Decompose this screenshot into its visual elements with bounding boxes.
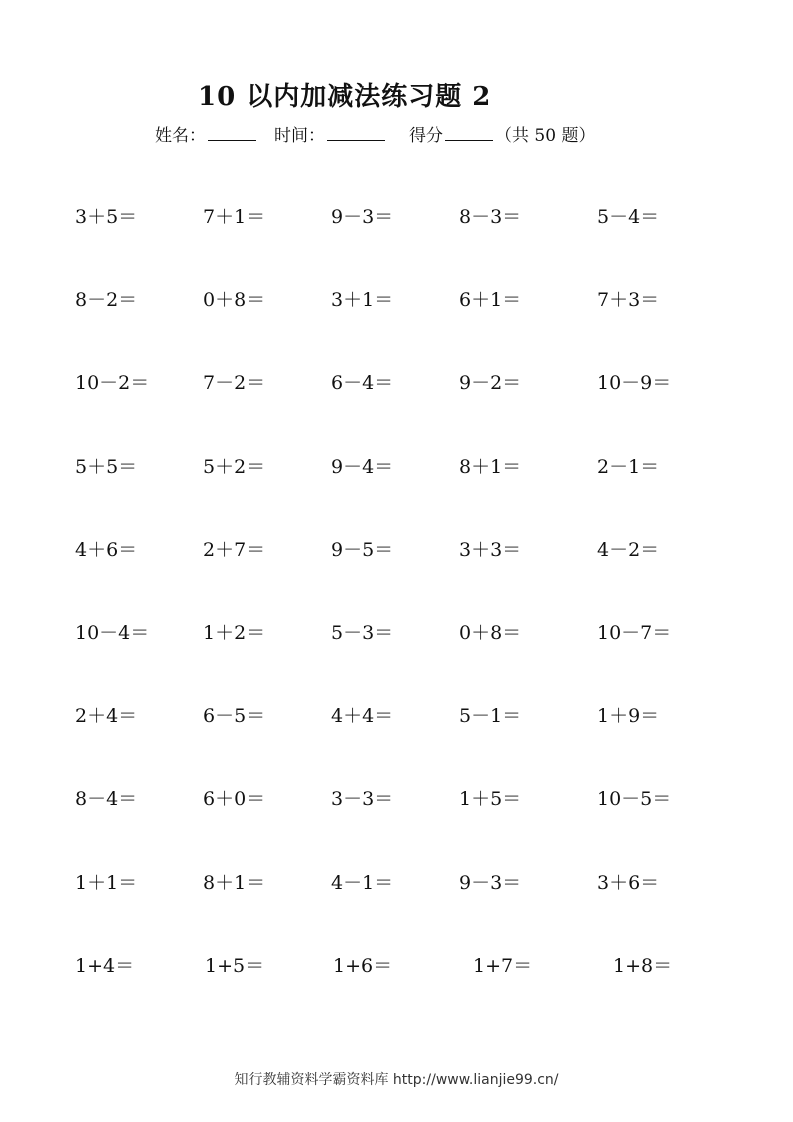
problem-item: 2＋7＝ <box>203 539 266 561</box>
problem-item: 2＋4＝ <box>75 705 138 727</box>
name-blank[interactable] <box>208 122 256 141</box>
problem-item: 9－3＝ <box>459 872 522 894</box>
student-info-line <box>155 121 595 146</box>
problem-item: 0＋8＝ <box>459 622 522 644</box>
problem-item: 5－3＝ <box>331 622 394 644</box>
score-label: 得分 <box>409 126 443 146</box>
problem-item: 7＋1＝ <box>203 206 266 228</box>
problem-item: 1＋2＝ <box>203 622 266 644</box>
problem-item: 8－2＝ <box>75 289 138 311</box>
problem-item: 4－2＝ <box>597 539 660 561</box>
problem-item: 9－2＝ <box>459 372 522 394</box>
score-blank[interactable] <box>445 122 493 141</box>
worksheet-title: 10 以内加减法练习题 2 <box>198 82 492 112</box>
problem-item: 1+6＝ <box>333 955 393 977</box>
problem-item: 6＋1＝ <box>459 289 522 311</box>
problem-item: 5＋2＝ <box>203 456 266 478</box>
problem-item: 1+8＝ <box>613 955 673 977</box>
problem-item: 8＋1＝ <box>459 456 522 478</box>
problem-item: 1＋9＝ <box>597 705 660 727</box>
problem-item: 8＋1＝ <box>203 872 266 894</box>
time-blank[interactable] <box>327 122 385 141</box>
problem-item: 0＋8＝ <box>203 289 266 311</box>
problem-item: 5＋5＝ <box>75 456 138 478</box>
problem-item: 9－5＝ <box>331 539 394 561</box>
problem-item: 1＋1＝ <box>75 872 138 894</box>
problem-item: 5－4＝ <box>597 206 660 228</box>
problem-item: 10－9＝ <box>597 372 672 394</box>
footer-watermark: 知行教辅资料学霸资料库 http://www.lianjie99.cn/ <box>234 1072 559 1088</box>
problem-item: 1+5＝ <box>205 955 265 977</box>
total-note: （共 50 题） <box>495 126 596 146</box>
problem-item: 3＋5＝ <box>75 206 138 228</box>
problem-item: 1＋5＝ <box>459 788 522 810</box>
problem-item: 9－4＝ <box>331 456 394 478</box>
problem-item: 6＋0＝ <box>203 788 266 810</box>
problem-item: 3－3＝ <box>331 788 394 810</box>
problem-item: 3＋3＝ <box>459 539 522 561</box>
problem-item: 7－2＝ <box>203 372 266 394</box>
time-label: 时间： <box>274 126 325 146</box>
problem-item: 7＋3＝ <box>597 289 660 311</box>
problem-item: 10－2＝ <box>75 372 150 394</box>
problem-item: 1+7＝ <box>473 955 533 977</box>
problem-item: 6－5＝ <box>203 705 266 727</box>
problem-item: 10－4＝ <box>75 622 150 644</box>
problem-item: 10－5＝ <box>597 788 672 810</box>
problem-item: 8－3＝ <box>459 206 522 228</box>
problem-item: 1+4＝ <box>75 955 135 977</box>
problem-item: 2－1＝ <box>597 456 660 478</box>
problem-item: 8－4＝ <box>75 788 138 810</box>
problem-item: 5－1＝ <box>459 705 522 727</box>
problem-item: 10－7＝ <box>597 622 672 644</box>
problem-item: 4＋4＝ <box>331 705 394 727</box>
problem-item: 6－4＝ <box>331 372 394 394</box>
problem-item: 3＋1＝ <box>331 289 394 311</box>
problem-item: 4＋6＝ <box>75 539 138 561</box>
name-label: 姓名： <box>155 126 206 146</box>
problem-item: 3＋6＝ <box>597 872 660 894</box>
problem-item: 4－1＝ <box>331 872 394 894</box>
problem-item: 9－3＝ <box>331 206 394 228</box>
